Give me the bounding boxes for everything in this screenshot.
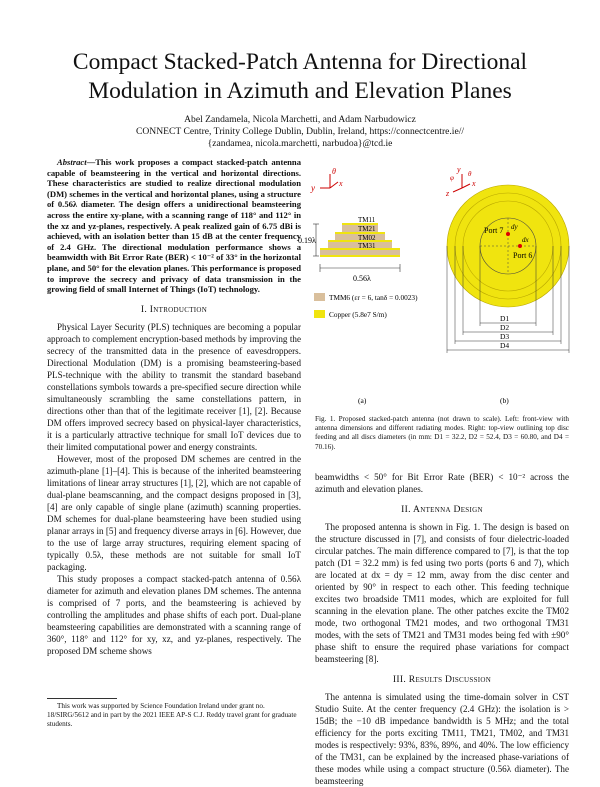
axis-theta-label-b: θ bbox=[468, 170, 472, 178]
label-a: (a) bbox=[358, 396, 367, 405]
label-b: (b) bbox=[500, 396, 509, 405]
port-7-marker bbox=[506, 232, 510, 236]
port-6-label: Port 6 bbox=[513, 251, 533, 260]
axis-y-label-b: y bbox=[457, 165, 461, 174]
intro-paragraph-2: However, most of the proposed DM schemes are centred in the azimuth-plane [1]–[4]. This is because of the inherited beamsteering limitations of linear array structures [1], [2], which are not capable of dual-plane beamscanning, and the compact designs proposed in [3], [4] are only capable of single plane (azimuth) scanning properties. DM schemes for dual-plane beamsteering have been studied using planar arrays in [5] and frequency diverse arrays in [6]. However, due to the use of large array structures, requiring element spacing of typically 0.5λ, these methods are not suitable for small IoT packaging. bbox=[47, 453, 301, 572]
axis-z-label-b: z bbox=[446, 189, 450, 198]
diameter-d1: D1 bbox=[500, 314, 510, 323]
title-line-1: Compact Stacked-Patch Antenna for Directional bbox=[72, 49, 528, 75]
legend bbox=[314, 293, 418, 319]
section-heading-results: III. Results Discussion bbox=[392, 674, 492, 685]
axis-x-label-a: x bbox=[339, 179, 343, 188]
legend-swatch-copper bbox=[314, 310, 325, 318]
footnote: This work was supported by Science Foundation Ireland under grant no. 18/SIRG/5612 and in part by the 2021 IEEE AP-S C.J. Reddy travel grant for graduate students. bbox=[47, 702, 297, 728]
authors: Abel Zandamela, Nicola Marchetti, and Adam Narbudowicz bbox=[184, 114, 416, 125]
stacked-patch-front-view bbox=[320, 216, 400, 256]
mode-tm21: TM21 bbox=[358, 225, 376, 233]
port-7-label: Port 7 bbox=[484, 226, 504, 235]
top-view bbox=[447, 185, 569, 307]
mode-tm02: TM02 bbox=[358, 234, 376, 242]
diameter-d2: D2 bbox=[500, 323, 510, 332]
legend-copper: Copper (5.8e7 S/m) bbox=[329, 310, 387, 319]
right-column bbox=[315, 471, 569, 787]
axis-y-label-a: y bbox=[311, 183, 315, 193]
abstract-text: —This work proposes a compact stacked-patch antenna capable of beamsteering in the vertical and horizontal directions. These characteristics are studied to realize directional modulation (DM) schemes in the vertical and horizontal planes, using a structure of 0.56λ diameter. The design offers a unidirectional beamsteering across the entire xy-plane, with a scanning range of 118° and 112° in the xz and yz-planes, respectively. A peak realized gain of 6.75 dBi is achieved, with an isolation better than 15 dB at the center frequency of 2.4 GHz. The directional modulation performance shows a beamwidth with Bit Error Rate (BER) < 10⁻² of 33° in the horizontal plane, and 50° for the elevation planes. This performance is proposed to improve the secrecy and privacy of data transmission in the growing field of small Internet of Things (IoT) technology. bbox=[47, 157, 301, 295]
diameter-d4: D4 bbox=[500, 341, 510, 350]
abstract bbox=[47, 157, 301, 295]
axis-x-label-b: x bbox=[472, 179, 476, 188]
footnote-rule bbox=[47, 698, 117, 699]
height-label: 0.19λ bbox=[298, 236, 316, 245]
dx-label: dx bbox=[522, 236, 529, 244]
affiliation: CONNECT Centre, Trinity College Dublin, Dublin, Ireland, https://connectcentre.ie// bbox=[135, 126, 465, 137]
intro-paragraph-1: Physical Layer Security (PLS) techniques are becoming a popular approach to complement encryption-based methods by improving the secrecy of the transmitted data in the presence of eavesdroppers. Directional Modulation (DM) is a promising beamsteering-based PLS-technique with the ability to transmit the standard baseband constellations symbols towards a pre-specified secure direction while simultaneously scrambling the same constellations pattern, in directions other than that of the legitimate receiver [1], [2]. Because DM offers improved secrecy based on physical-layer characteristics, it is a particularly attractive technique for small IoT devices due to their limited computational power and energy constraints. bbox=[47, 321, 301, 452]
mode-tm31: TM31 bbox=[358, 242, 376, 250]
title-line-2: Modulation in Azimuth and Elevation Planes bbox=[88, 78, 512, 104]
mode-tm11: TM11 bbox=[358, 216, 376, 224]
port-6-marker bbox=[518, 244, 522, 248]
legend-swatch-tmm6 bbox=[314, 293, 325, 301]
section-heading-intro: I. Introduction bbox=[140, 303, 208, 315]
emails: {zandamea, nicola.marchetti, narbudoa}@tcd.ie bbox=[207, 138, 393, 149]
intro-continuation: beamwidths < 50° for Bit Error Rate (BER) < 10⁻² across the azimuth and elevation planes. bbox=[315, 472, 569, 494]
legend-tmm6: TMM6 (εr = 6, tanδ = 0.0023) bbox=[329, 293, 418, 302]
section-heading-design: II. Antenna Design bbox=[401, 504, 483, 515]
author-block bbox=[40, 114, 560, 150]
paper-title bbox=[40, 48, 560, 106]
top-view-axes bbox=[445, 165, 476, 198]
axis-theta-label-a: θ bbox=[332, 167, 336, 176]
layer-d4 bbox=[320, 249, 400, 256]
figure-caption: Fig. 1. Proposed stacked-patch antenna (not drawn to scale). Left: front-view with antenna dimensions and different radiating modes. Right: top-view outlining top disc feeding and all discs diameters (in mm: D1 = 32.2, D2 = 52.4, D3 = 60.80, and D4 = 70.16). bbox=[315, 415, 569, 451]
figure-1 bbox=[298, 160, 570, 410]
axis-phi-label-b: φ bbox=[450, 174, 454, 182]
abstract-label: Abstract bbox=[57, 157, 87, 167]
left-column bbox=[47, 157, 301, 657]
width-label: 0.56λ bbox=[353, 274, 371, 283]
front-view-axes bbox=[310, 167, 343, 193]
results-paragraph: The antenna is simulated using the time-domain solver in CST Studio Suite. At the center frequency (2.4 GHz): the isolation is > 15dB; the −10 dB impedance bandwidth is 5 MHz; and the total efficiency for the ports exciting TM11, TM21, TM02, and TM31 modes is respectively: 93%, 83%, 89%, and 40%. The low efficiency of the TM31, can be explained by the increased phase-variations of these modes while using a compact structure (0.56λ diameter). The beamsteering bbox=[315, 692, 569, 786]
dy-label: dy bbox=[511, 223, 518, 231]
diameter-d3: D3 bbox=[500, 332, 510, 341]
design-paragraph: The proposed antenna is shown in Fig. 1. The design is based on the structure discussed in [7], and consists of four dielectric-loaded circular patches. The main difference compared to [7], is that the top patch (D1 = 32.2 mm) is fed using two ports (ports 6 and 7), which are located at dx = dy = 12 mm, away from the disc center and oriented by 90° in respect to each other. This feeding technique excites two broadside TM11 modes, which are exploited for full scanning in the elevation plane. The other patches excite the TM02 mode, two orthogonal TM21 modes, and two orthogonal TM31 modes, with the sets of TM21 and TM31 modes being fed with ±90° phase shift to ensure the required phase variations for compact beamsteering [8]. bbox=[315, 522, 569, 664]
intro-paragraph-3: This study proposes a compact stacked-patch antenna of 0.56λ diameter for azimuth and elevation planes DM schemes. The antenna is comprised of 7 ports, and the beamsteering is achieved by controlling the amplitudes and phase shifts of each port. Dual-plane beamsteering capabilities are demonstrated with a scanning range of 360°, 118° and 112° for xy, xz, and yz-planes, respectively. The proposed DM scheme shows bbox=[47, 573, 301, 656]
